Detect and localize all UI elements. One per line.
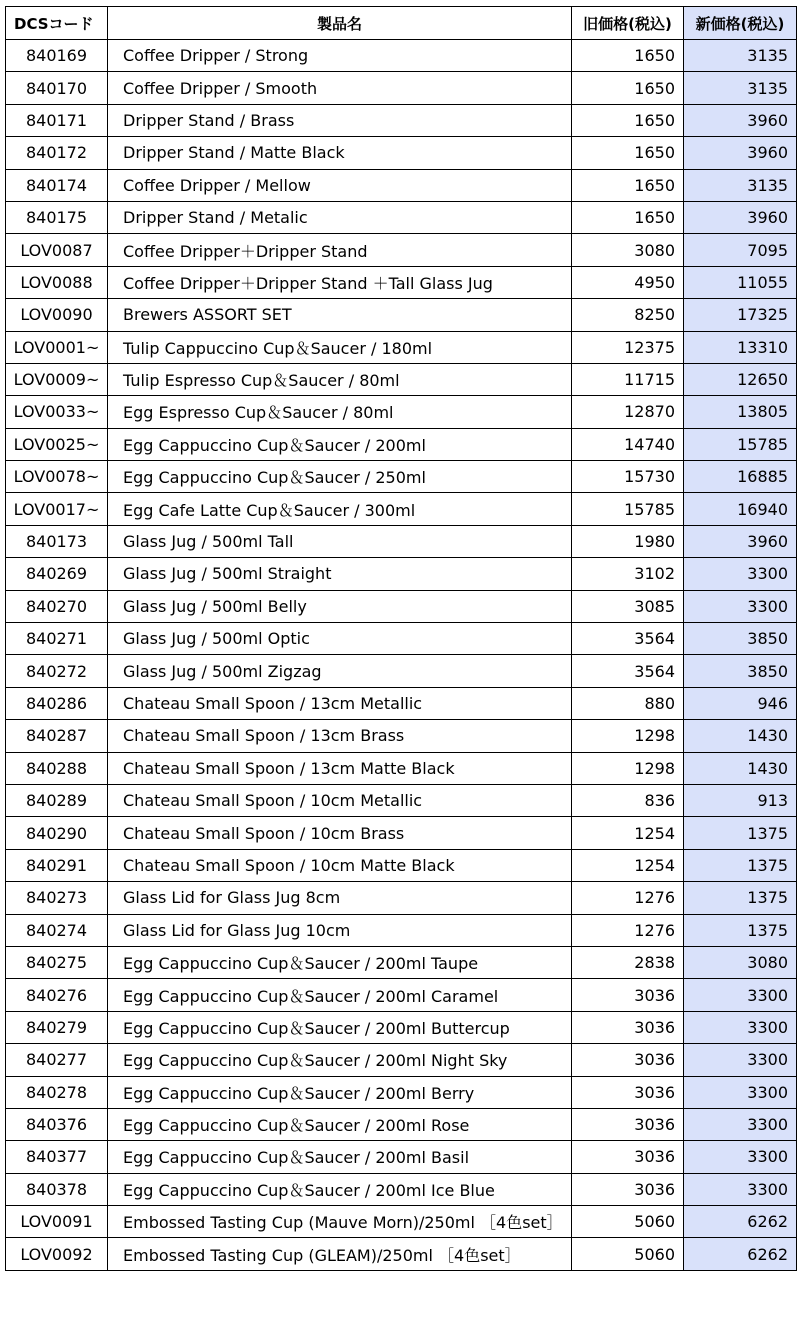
dcs-code-cell: LOV0025~ — [6, 428, 108, 460]
dcs-code-cell: LOV0090 — [6, 299, 108, 331]
table-row — [6, 590, 797, 622]
old-price-cell: 4950 — [572, 266, 684, 298]
dcs-code-cell: 840377 — [6, 1141, 108, 1173]
old-price-cell: 3036 — [572, 1173, 684, 1205]
dcs-code-cell: 840276 — [6, 979, 108, 1011]
old-price-cell: 3036 — [572, 1044, 684, 1076]
table-row — [6, 137, 797, 169]
product-name-cell: Egg Cappuccino Cup＆Saucer / 200ml Basil — [108, 1141, 572, 1173]
dcs-code-cell: LOV0001~ — [6, 331, 108, 363]
table-row — [6, 1173, 797, 1205]
dcs-code-cell: 840289 — [6, 784, 108, 816]
product-name-cell: Chateau Small Spoon / 10cm Matte Black — [108, 849, 572, 881]
product-name-cell: Dripper Stand / Matte Black — [108, 137, 572, 169]
product-name-cell: Glass Lid for Glass Jug 10cm — [108, 914, 572, 946]
dcs-code-cell: LOV0078~ — [6, 461, 108, 493]
old-price-cell: 1980 — [572, 525, 684, 557]
old-price-cell: 11715 — [572, 363, 684, 395]
dcs-code-cell: 840269 — [6, 558, 108, 590]
new-price-cell: 3300 — [684, 1011, 797, 1043]
header-product-name: 製品名 — [108, 7, 572, 40]
table-row — [6, 1206, 797, 1238]
table-row — [6, 849, 797, 881]
table-row — [6, 914, 797, 946]
dcs-code-cell: 840271 — [6, 623, 108, 655]
new-price-cell: 3960 — [684, 137, 797, 169]
table-row — [6, 363, 797, 395]
product-name-cell: Coffee Dripper / Mellow — [108, 169, 572, 201]
old-price-cell: 1650 — [572, 201, 684, 233]
new-price-cell: 3300 — [684, 1044, 797, 1076]
product-name-cell: Brewers ASSORT SET — [108, 299, 572, 331]
dcs-code-cell: LOV0033~ — [6, 396, 108, 428]
old-price-cell: 8250 — [572, 299, 684, 331]
table-row — [6, 493, 797, 525]
old-price-cell: 3036 — [572, 1076, 684, 1108]
new-price-cell: 16940 — [684, 493, 797, 525]
table-row — [6, 946, 797, 978]
product-name-cell: Chateau Small Spoon / 10cm Brass — [108, 817, 572, 849]
product-name-cell: Coffee Dripper / Smooth — [108, 72, 572, 104]
product-name-cell: Glass Jug / 500ml Zigzag — [108, 655, 572, 687]
table-row — [6, 428, 797, 460]
product-name-cell: Chateau Small Spoon / 13cm Brass — [108, 720, 572, 752]
product-name-cell: Glass Jug / 500ml Belly — [108, 590, 572, 622]
product-name-cell: Coffee Dripper＋Dripper Stand ＋Tall Glass Jug — [108, 266, 572, 298]
table-row — [6, 558, 797, 590]
dcs-code-cell: LOV0009~ — [6, 363, 108, 395]
new-price-cell: 15785 — [684, 428, 797, 460]
table-row — [6, 1076, 797, 1108]
dcs-code-cell: 840170 — [6, 72, 108, 104]
old-price-cell: 880 — [572, 687, 684, 719]
product-name-cell: Egg Cappuccino Cup＆Saucer / 250ml — [108, 461, 572, 493]
product-name-cell: Egg Cappuccino Cup＆Saucer / 200ml Berry — [108, 1076, 572, 1108]
new-price-cell: 946 — [684, 687, 797, 719]
dcs-code-cell: 840286 — [6, 687, 108, 719]
new-price-cell: 6262 — [684, 1238, 797, 1270]
table-row — [6, 169, 797, 201]
new-price-cell: 3135 — [684, 72, 797, 104]
old-price-cell: 1650 — [572, 72, 684, 104]
new-price-cell: 13310 — [684, 331, 797, 363]
old-price-cell: 3036 — [572, 1108, 684, 1140]
table-row — [6, 817, 797, 849]
product-name-cell: Glass Jug / 500ml Tall — [108, 525, 572, 557]
new-price-cell: 3300 — [684, 1141, 797, 1173]
new-price-cell: 1430 — [684, 720, 797, 752]
header-dcs-code: DCSコード — [6, 7, 108, 40]
table-row — [6, 461, 797, 493]
old-price-cell: 1650 — [572, 104, 684, 136]
new-price-cell: 913 — [684, 784, 797, 816]
dcs-code-cell: 840173 — [6, 525, 108, 557]
new-price-cell: 13805 — [684, 396, 797, 428]
product-name-cell: Dripper Stand / Brass — [108, 104, 572, 136]
old-price-cell: 3564 — [572, 623, 684, 655]
old-price-cell: 3085 — [572, 590, 684, 622]
dcs-code-cell: 840288 — [6, 752, 108, 784]
dcs-code-cell: 840275 — [6, 946, 108, 978]
old-price-cell: 1254 — [572, 817, 684, 849]
product-name-cell: Embossed Tasting Cup (GLEAM)/250ml ［4色set］ — [108, 1238, 572, 1270]
new-price-cell: 3850 — [684, 655, 797, 687]
table-row — [6, 1141, 797, 1173]
table-row — [6, 655, 797, 687]
table-row — [6, 752, 797, 784]
new-price-cell: 17325 — [684, 299, 797, 331]
table-row — [6, 331, 797, 363]
product-name-cell: Chateau Small Spoon / 13cm Metallic — [108, 687, 572, 719]
new-price-cell: 3960 — [684, 201, 797, 233]
old-price-cell: 2838 — [572, 946, 684, 978]
product-name-cell: Chateau Small Spoon / 10cm Metallic — [108, 784, 572, 816]
new-price-cell: 3850 — [684, 623, 797, 655]
table-row — [6, 1011, 797, 1043]
old-price-cell: 12870 — [572, 396, 684, 428]
header-row — [6, 7, 797, 40]
dcs-code-cell: LOV0091 — [6, 1206, 108, 1238]
dcs-code-cell: 840273 — [6, 882, 108, 914]
old-price-cell: 1254 — [572, 849, 684, 881]
product-name-cell: Egg Cappuccino Cup＆Saucer / 200ml Night Sky — [108, 1044, 572, 1076]
new-price-cell: 3135 — [684, 169, 797, 201]
product-name-cell: Glass Jug / 500ml Straight — [108, 558, 572, 590]
old-price-cell: 3036 — [572, 1141, 684, 1173]
new-price-cell: 3300 — [684, 1108, 797, 1140]
old-price-cell: 3036 — [572, 1011, 684, 1043]
table-row — [6, 40, 797, 72]
dcs-code-cell: 840175 — [6, 201, 108, 233]
header-new-price: 新価格(税込) — [684, 7, 797, 40]
dcs-code-cell: LOV0092 — [6, 1238, 108, 1270]
new-price-cell: 1375 — [684, 817, 797, 849]
dcs-code-cell: 840174 — [6, 169, 108, 201]
product-name-cell: Glass Jug / 500ml Optic — [108, 623, 572, 655]
dcs-code-cell: 840279 — [6, 1011, 108, 1043]
dcs-code-cell: LOV0087 — [6, 234, 108, 266]
table-row — [6, 525, 797, 557]
new-price-cell: 1375 — [684, 849, 797, 881]
header-old-price: 旧価格(税込) — [572, 7, 684, 40]
new-price-cell: 16885 — [684, 461, 797, 493]
new-price-cell: 1375 — [684, 914, 797, 946]
table-row — [6, 266, 797, 298]
product-name-cell: Egg Cappuccino Cup＆Saucer / 200ml Caramel — [108, 979, 572, 1011]
old-price-cell: 1298 — [572, 752, 684, 784]
new-price-cell: 3080 — [684, 946, 797, 978]
new-price-cell: 3960 — [684, 525, 797, 557]
table-row — [6, 104, 797, 136]
new-price-cell: 3960 — [684, 104, 797, 136]
new-price-cell: 6262 — [684, 1206, 797, 1238]
old-price-cell: 5060 — [572, 1206, 684, 1238]
product-name-cell: Tulip Espresso Cup＆Saucer / 80ml — [108, 363, 572, 395]
dcs-code-cell: 840172 — [6, 137, 108, 169]
dcs-code-cell: 840270 — [6, 590, 108, 622]
old-price-cell: 1650 — [572, 169, 684, 201]
table-row — [6, 396, 797, 428]
old-price-cell: 12375 — [572, 331, 684, 363]
old-price-cell: 3036 — [572, 979, 684, 1011]
new-price-cell: 1430 — [684, 752, 797, 784]
old-price-cell: 15730 — [572, 461, 684, 493]
table-body — [6, 40, 797, 1271]
table-row — [6, 234, 797, 266]
product-name-cell: Embossed Tasting Cup (Mauve Morn)/250ml ［4色set］ — [108, 1206, 572, 1238]
table-row — [6, 72, 797, 104]
product-name-cell: Coffee Dripper＋Dripper Stand — [108, 234, 572, 266]
product-name-cell: Egg Cappuccino Cup＆Saucer / 200ml Buttercup — [108, 1011, 572, 1043]
new-price-cell: 11055 — [684, 266, 797, 298]
price-table — [5, 6, 797, 1271]
table-row — [6, 201, 797, 233]
old-price-cell: 1276 — [572, 914, 684, 946]
dcs-code-cell: 840169 — [6, 40, 108, 72]
old-price-cell: 14740 — [572, 428, 684, 460]
dcs-code-cell: 840290 — [6, 817, 108, 849]
dcs-code-cell: LOV0017~ — [6, 493, 108, 525]
table-row — [6, 979, 797, 1011]
product-name-cell: Egg Espresso Cup＆Saucer / 80ml — [108, 396, 572, 428]
old-price-cell: 3102 — [572, 558, 684, 590]
new-price-cell: 3300 — [684, 979, 797, 1011]
old-price-cell: 3564 — [572, 655, 684, 687]
dcs-code-cell: 840272 — [6, 655, 108, 687]
new-price-cell: 3135 — [684, 40, 797, 72]
table-row — [6, 784, 797, 816]
table-row — [6, 687, 797, 719]
new-price-cell: 1375 — [684, 882, 797, 914]
old-price-cell: 1650 — [572, 137, 684, 169]
product-name-cell: Coffee Dripper / Strong — [108, 40, 572, 72]
old-price-cell: 3080 — [572, 234, 684, 266]
dcs-code-cell: 840376 — [6, 1108, 108, 1140]
product-name-cell: Tulip Cappuccino Cup＆Saucer / 180ml — [108, 331, 572, 363]
dcs-code-cell: 840291 — [6, 849, 108, 881]
dcs-code-cell: 840274 — [6, 914, 108, 946]
new-price-cell: 3300 — [684, 590, 797, 622]
new-price-cell: 3300 — [684, 558, 797, 590]
product-name-cell: Glass Lid for Glass Jug 8cm — [108, 882, 572, 914]
dcs-code-cell: 840287 — [6, 720, 108, 752]
new-price-cell: 7095 — [684, 234, 797, 266]
table-row — [6, 1238, 797, 1270]
product-name-cell: Egg Cappuccino Cup＆Saucer / 200ml Taupe — [108, 946, 572, 978]
dcs-code-cell: 840277 — [6, 1044, 108, 1076]
product-name-cell: Egg Cappuccino Cup＆Saucer / 200ml Rose — [108, 1108, 572, 1140]
old-price-cell: 5060 — [572, 1238, 684, 1270]
table-row — [6, 720, 797, 752]
new-price-cell: 3300 — [684, 1076, 797, 1108]
dcs-code-cell: 840171 — [6, 104, 108, 136]
product-name-cell: Dripper Stand / Metalic — [108, 201, 572, 233]
old-price-cell: 836 — [572, 784, 684, 816]
new-price-cell: 3300 — [684, 1173, 797, 1205]
old-price-cell: 1298 — [572, 720, 684, 752]
product-name-cell: Egg Cappuccino Cup＆Saucer / 200ml Ice Blue — [108, 1173, 572, 1205]
table-row — [6, 1108, 797, 1140]
table-row — [6, 882, 797, 914]
table-row — [6, 299, 797, 331]
dcs-code-cell: LOV0088 — [6, 266, 108, 298]
product-name-cell: Egg Cafe Latte Cup＆Saucer / 300ml — [108, 493, 572, 525]
table-row — [6, 1044, 797, 1076]
dcs-code-cell: 840378 — [6, 1173, 108, 1205]
new-price-cell: 12650 — [684, 363, 797, 395]
old-price-cell: 1650 — [572, 40, 684, 72]
old-price-cell: 1276 — [572, 882, 684, 914]
product-name-cell: Chateau Small Spoon / 13cm Matte Black — [108, 752, 572, 784]
dcs-code-cell: 840278 — [6, 1076, 108, 1108]
table-row — [6, 623, 797, 655]
product-name-cell: Egg Cappuccino Cup＆Saucer / 200ml — [108, 428, 572, 460]
old-price-cell: 15785 — [572, 493, 684, 525]
